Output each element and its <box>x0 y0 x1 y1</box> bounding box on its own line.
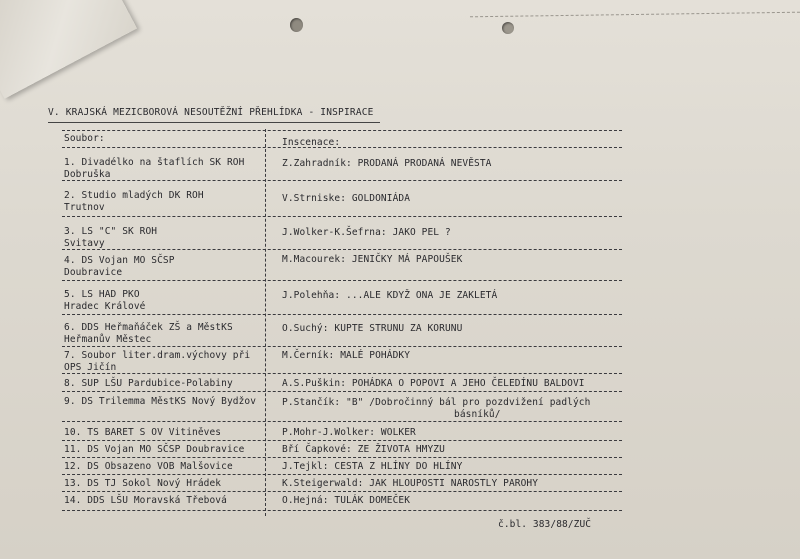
production-cell: Z.Zahradník: PRODANÁ PRODANÁ NEVĚSTA <box>282 158 492 169</box>
row-divider <box>62 440 622 441</box>
row-divider <box>62 474 622 475</box>
row-divider <box>62 346 622 347</box>
production-cell: J.Tejkl: CESTA Z HLÍNY DO HLÍNY <box>282 461 463 472</box>
production-cell: básníků/ <box>454 409 501 420</box>
row-divider <box>62 373 622 374</box>
ensemble-cell: Dobruška <box>64 169 111 180</box>
document-title: V. KRAJSKÁ MEZICBOROVÁ NESOUTĚŽNÍ PŘEHLÍDKA - INSPIRACE <box>48 107 374 118</box>
ensemble-cell: 1. Divadélko na štaflích SK ROH <box>64 157 245 168</box>
row-divider <box>62 249 622 250</box>
ensemble-cell: 6. DDS Heřmaňáček ZŠ a MěstKS <box>64 322 233 333</box>
ensemble-cell: OPS Jičín <box>64 362 117 373</box>
production-cell: M.Macourek: JENIČKY MÁ PAPOUŠEK <box>282 254 463 265</box>
production-cell: J.Polehňa: ...ALE KDYŽ ONA JE ZAKLETÁ <box>282 290 498 301</box>
divider <box>470 12 800 18</box>
ensemble-cell: Trutnov <box>64 202 105 213</box>
ensemble-cell: 9. DS Trilemma MěstKS Nový Bydžov <box>64 396 257 407</box>
ensemble-cell: Hradec Králové <box>64 301 146 312</box>
row-divider <box>62 491 622 492</box>
production-cell: K.Steigerwald: JAK HLOUPOSTI NAROSTLY PAROHY <box>282 478 539 489</box>
ensemble-cell: 8. SUP LŠU Pardubice-Polabiny <box>64 378 233 389</box>
ensemble-cell: Heřmanův Městec <box>64 334 152 345</box>
production-cell: V.Strniske: GOLDONIÁDA <box>282 193 411 204</box>
ensemble-cell: 5. LS HAD PKO <box>64 289 140 300</box>
production-cell: Bří Čapkové: ZE ŽIVOTA HMYZU <box>282 444 445 455</box>
row-divider <box>62 314 622 315</box>
production-cell: A.S.Puškin: POHÁDKA O POPOVI A JEHO ČELEDÍNU BALDOVI <box>282 378 585 389</box>
ensemble-cell: 13. DS TJ Sokol Nový Hrádek <box>64 478 222 489</box>
folded-corner <box>0 0 137 99</box>
row-divider <box>62 216 622 217</box>
production-cell: P.Stančík: "B" /Dobročinný bál pro pozdvižení padlých <box>282 397 591 408</box>
column-header-ensemble: Soubor: <box>64 133 105 144</box>
row-divider <box>62 280 622 281</box>
ensemble-cell: Svitavy <box>64 238 105 249</box>
ensemble-cell: 7. Soubor liter.dram.výchovy při <box>64 350 251 361</box>
row-divider <box>62 391 622 392</box>
divider <box>62 130 622 131</box>
row-divider <box>62 421 622 422</box>
title-underline <box>48 122 380 123</box>
ensemble-cell: 12. DS Obsazeno VOB Malšovice <box>64 461 233 472</box>
column-header-production: Inscenace: <box>282 137 341 148</box>
row-divider <box>62 457 622 458</box>
punch-hole <box>290 18 303 32</box>
divider <box>62 147 622 148</box>
production-cell: P.Mohr-J.Wolker: WOLKER <box>282 427 416 438</box>
row-divider <box>62 180 622 181</box>
row-divider <box>62 510 622 511</box>
production-cell: J.Wolker-K.Šefrna: JAKO PEL ? <box>282 227 451 238</box>
ensemble-cell: 10. TS BARET S OV Vitiněves <box>64 427 222 438</box>
ensemble-cell: 14. DDS LŠU Moravská Třebová <box>64 495 227 506</box>
punch-hole <box>502 22 514 34</box>
ensemble-cell: Doubravice <box>64 267 123 278</box>
production-cell: O.Suchý: KUPTE STRUNU ZA KORUNU <box>282 323 463 334</box>
ensemble-cell: 2. Studio mladých DK ROH <box>64 190 204 201</box>
production-cell: M.Černík: MALÉ POHÁDKY <box>282 350 411 361</box>
production-cell: O.Hejná: TULÁK DOMEČEK <box>282 495 411 506</box>
ensemble-cell: 4. DS Vojan MO SČSP <box>64 255 175 266</box>
ensemble-cell: 3. LS "C" SK ROH <box>64 226 158 237</box>
ensemble-cell: 11. DS Vojan MO SČSP Doubravice <box>64 444 245 455</box>
document-reference: č.bl. 383/88/ZUČ <box>498 519 592 530</box>
